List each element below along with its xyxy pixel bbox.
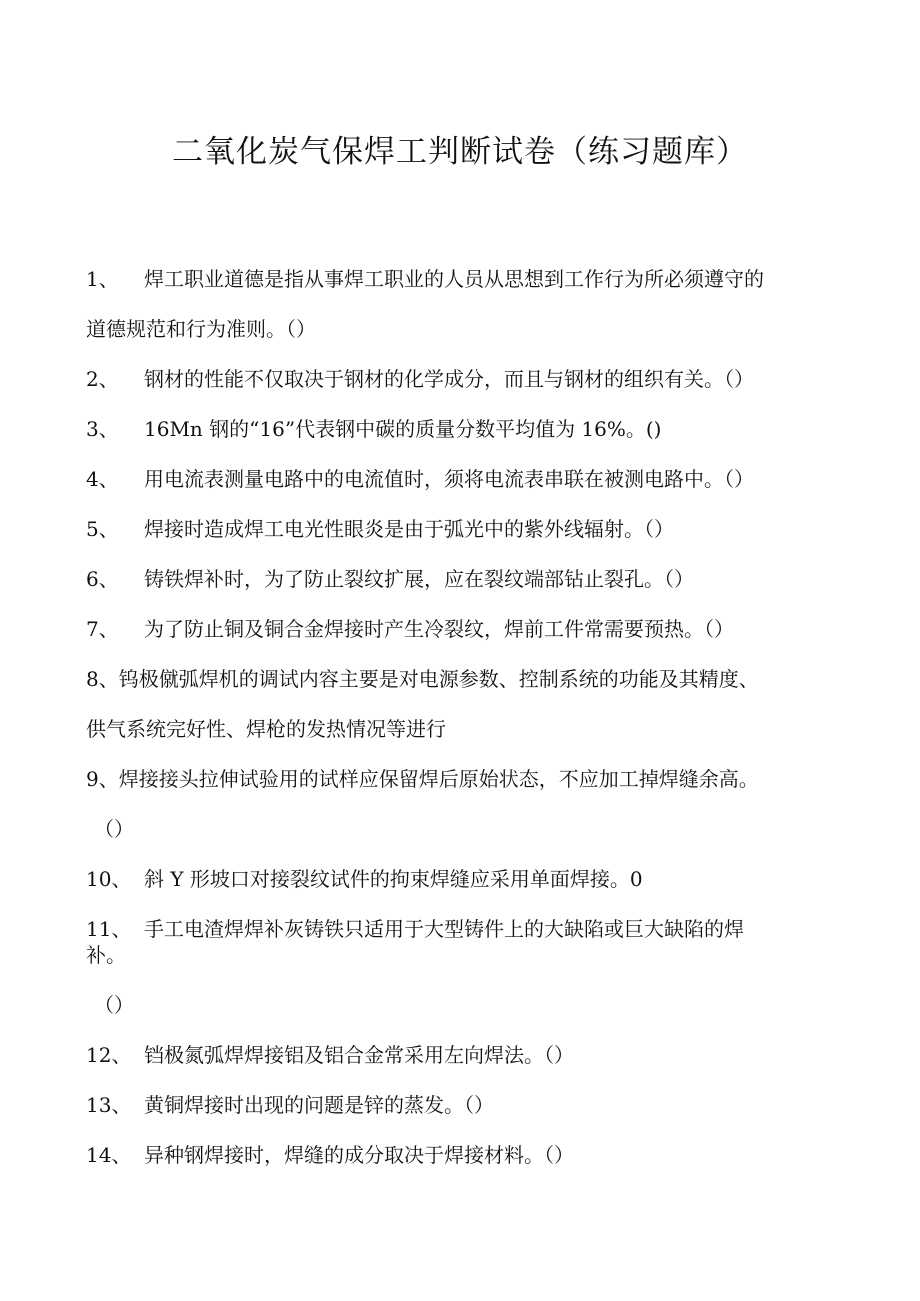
question-14 xyxy=(86,1142,574,1168)
question-text: 为了防止铜及铜合金焊接时产生冷裂纹，焊前工件常需要预热。（） xyxy=(144,617,734,641)
question-number: 3、 xyxy=(86,417,119,441)
question-text: 黄铜焊接时出现的问题是锌的蒸发。（） xyxy=(144,1093,494,1117)
question-10 xyxy=(86,866,643,892)
question-5 xyxy=(86,516,674,542)
question-text: 铛极氮弧焊焊接铝及铝合金常采用左向焊法。（） xyxy=(144,1043,574,1067)
question-4 xyxy=(86,466,754,492)
page-title: 二氧化炭气保焊工判断试卷（练习题库） xyxy=(172,134,748,170)
question-9: 9、焊接接头拉伸试验用的试样应保留焊后原始状态，不应加工掉焊缝余高。 xyxy=(86,767,759,791)
question-8-continuation: 供气系统完好性、焊枪的发热情况等进行 xyxy=(86,717,446,741)
question-1-continuation: 道德规范和行为准则。（） xyxy=(86,317,316,341)
question-11-continuation-2: （） xyxy=(94,993,134,1017)
question-3 xyxy=(86,416,661,442)
question-9-continuation: （） xyxy=(94,817,134,841)
question-13 xyxy=(86,1092,494,1118)
question-1 xyxy=(86,266,764,292)
question-text: 手工电渣焊焊补灰铸铁只适用于大型铸件上的大缺陷或巨大缺陷的焊 xyxy=(144,917,744,941)
question-number: 12、 xyxy=(86,1043,132,1067)
question-11-continuation: 补。 xyxy=(86,943,126,967)
question-number: 7、 xyxy=(86,617,119,641)
question-text: 斜 Y 形坡口对接裂纹试件的拘束焊缝应采用单面焊接。0 xyxy=(144,867,643,891)
question-text: 用电流表测量电路中的电流值时，须将电流表串联在被测电路中。（） xyxy=(144,467,754,491)
question-7 xyxy=(86,616,734,642)
question-8: 8、钨极僦弧焊机的调试内容主要是对电源参数、控制系统的功能及其精度、 xyxy=(86,667,759,691)
question-number: 1、 xyxy=(86,267,119,291)
question-2 xyxy=(86,366,754,392)
question-number: 14、 xyxy=(86,1143,132,1167)
question-6 xyxy=(86,566,694,592)
question-number: 6、 xyxy=(86,567,119,591)
question-number: 2、 xyxy=(86,367,119,391)
question-number: 4、 xyxy=(86,467,119,491)
question-12 xyxy=(86,1042,574,1068)
question-text: 焊工职业道德是指从事焊工职业的人员从思想到工作行为所必须遵守的 xyxy=(144,267,764,291)
question-number: 13、 xyxy=(86,1093,132,1117)
question-number: 11、 xyxy=(86,917,132,941)
question-text: 铸铁焊补时，为了防止裂纹扩展，应在裂纹端部钻止裂孔。（） xyxy=(144,567,694,591)
question-number: 10、 xyxy=(86,867,132,891)
question-11 xyxy=(86,916,744,942)
question-text: 钢材的性能不仅取决于钢材的化学成分，而且与钢材的组织有关。（） xyxy=(144,367,754,391)
question-text: 16Mn 钢的“16”代表钢中碳的质量分数平均值为 16%。() xyxy=(144,417,662,441)
question-text: 焊接时造成焊工电光性眼炎是由于弧光中的紫外线辐射。（） xyxy=(144,517,674,541)
question-number: 5、 xyxy=(86,517,119,541)
question-text: 异种钢焊接时，焊缝的成分取决于焊接材料。（） xyxy=(144,1143,574,1167)
